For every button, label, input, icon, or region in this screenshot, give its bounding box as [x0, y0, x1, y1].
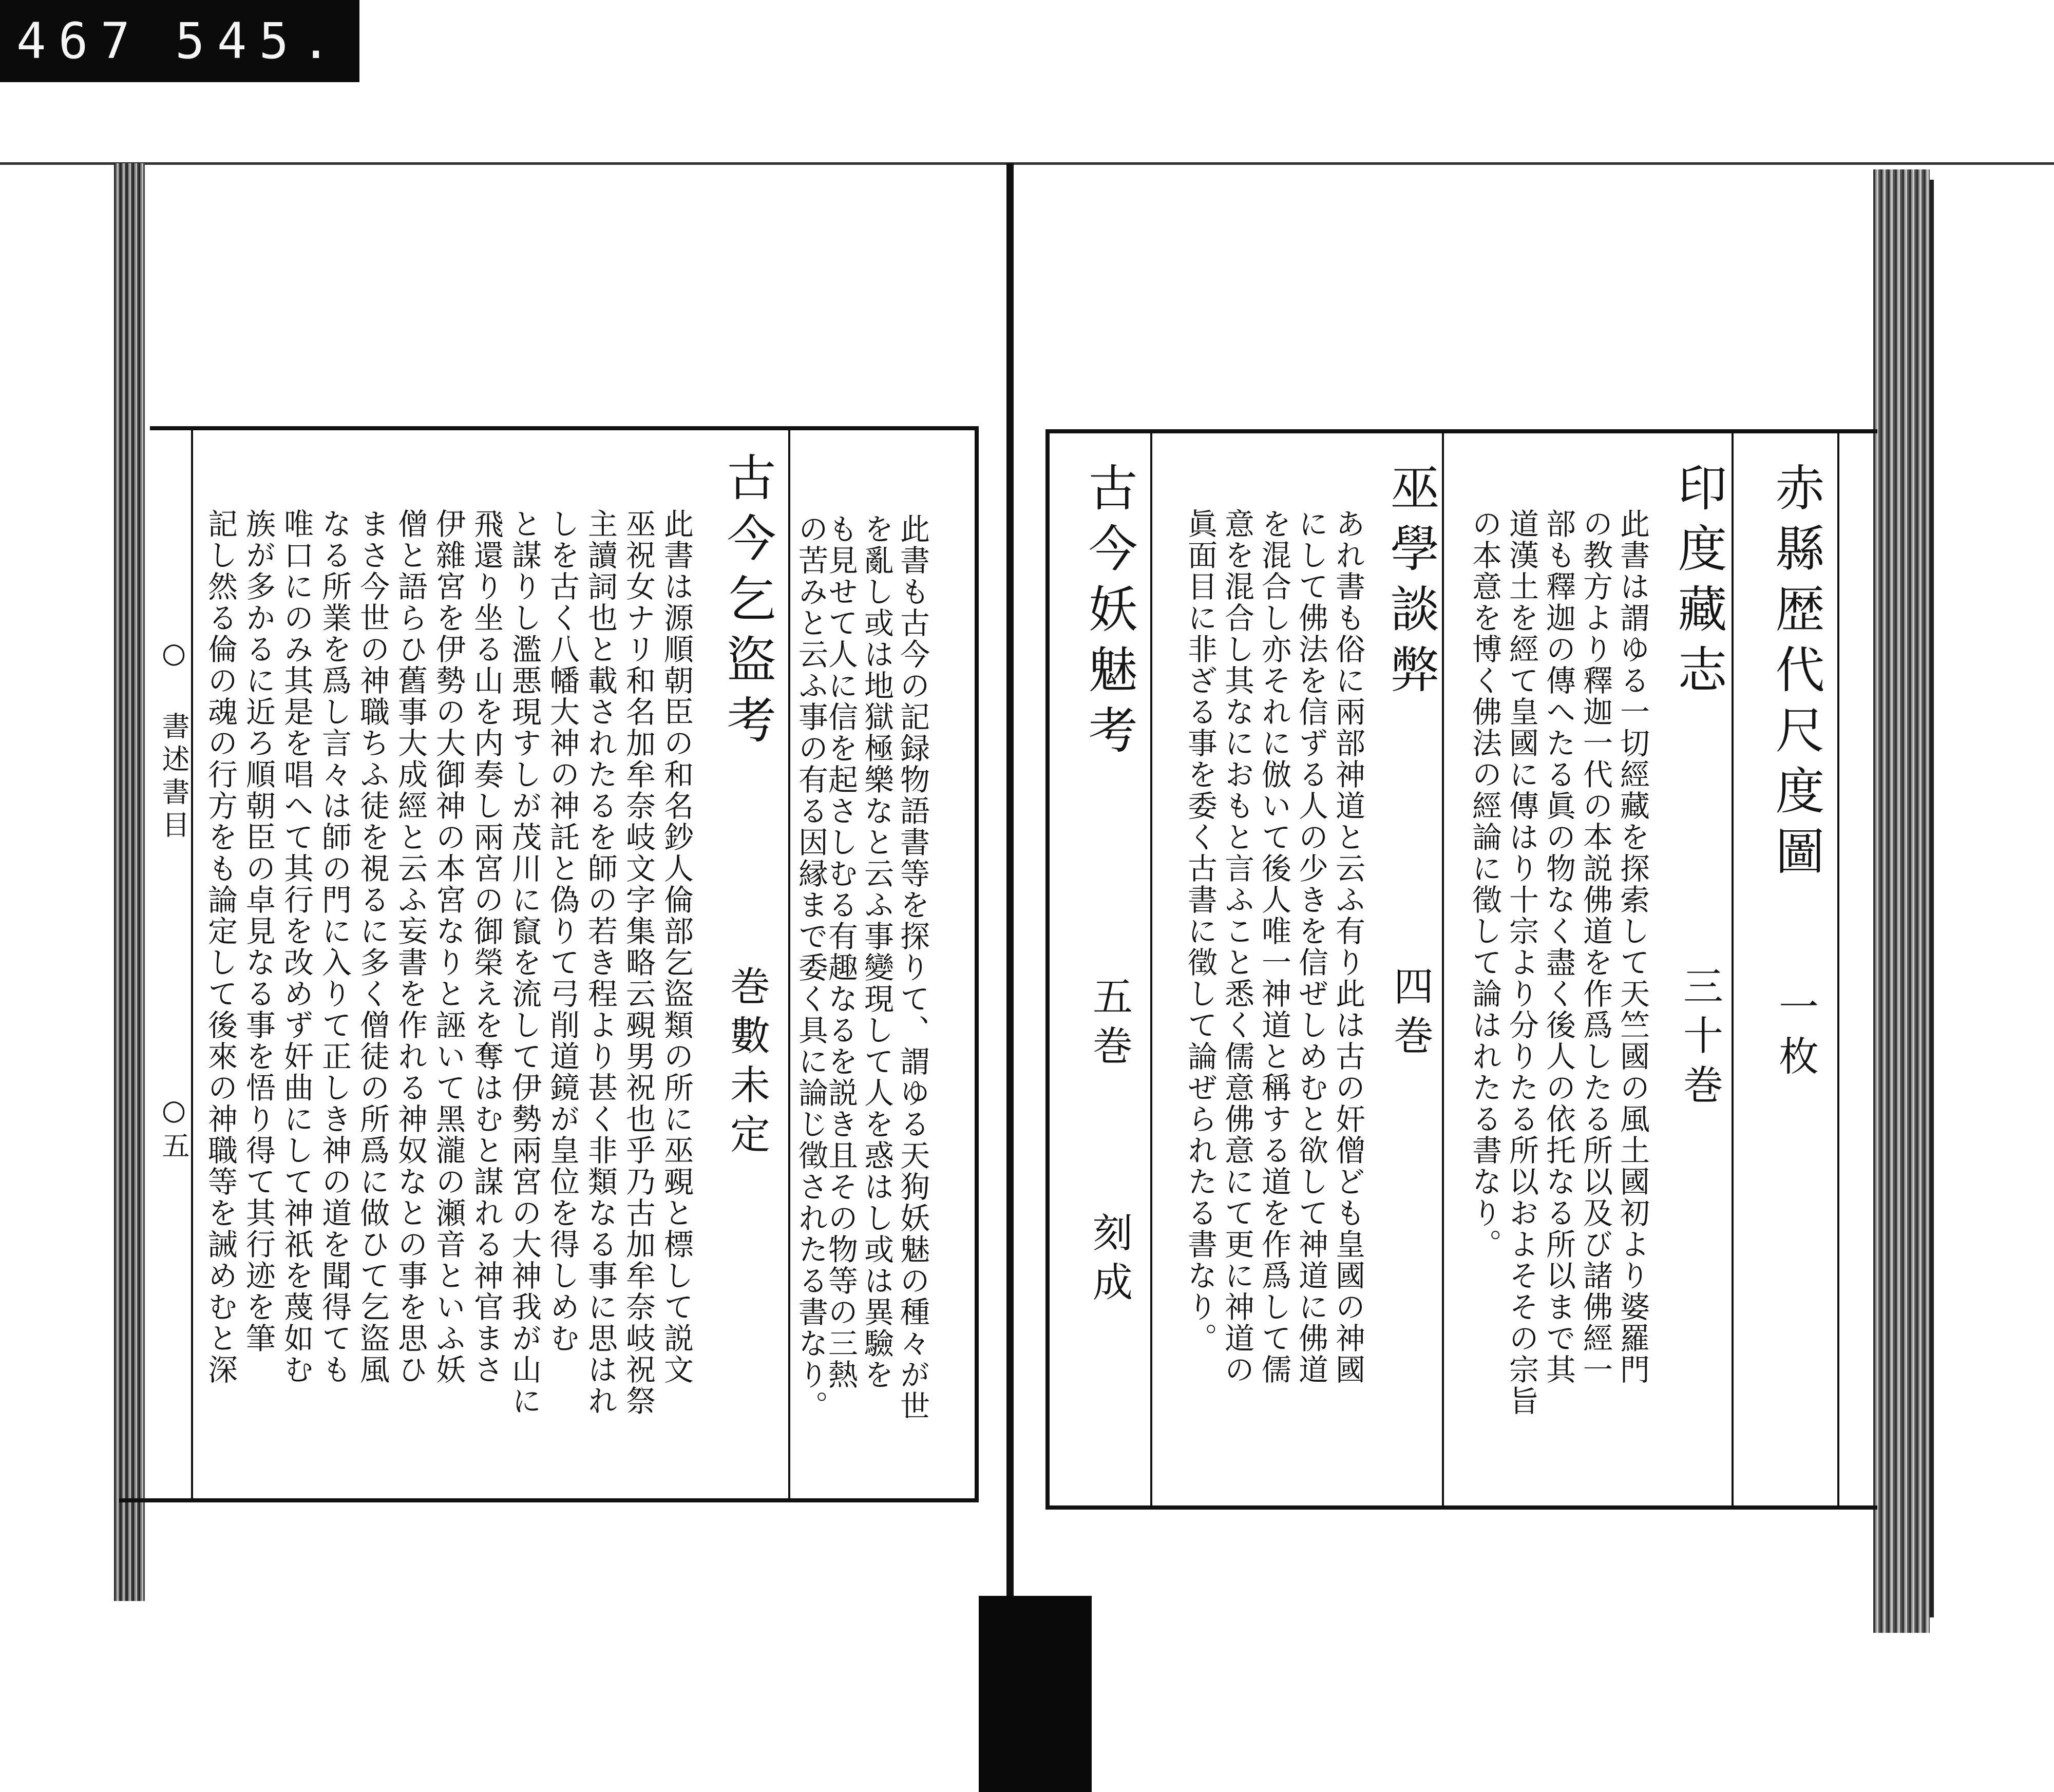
- text-line: 道漢土を經て皇國に傳はり十宗より分りたる所以およそその宗旨: [1504, 508, 1539, 1417]
- center-binding-line: [1006, 163, 1014, 1601]
- entry-volume: 三十巻: [1677, 965, 1723, 1113]
- entry-volume: 五巻: [1086, 976, 1132, 1074]
- text-line: の苦みと云ふ事の有る因縁まで委く具に論じ徵されたる書なり。: [793, 513, 828, 1422]
- right-column-divider-1: [1150, 433, 1152, 1505]
- text-line: 記し然る倫の魂の行方をも論定して後來の神職等を誡めむと深: [203, 508, 238, 1385]
- text-line: を亂し或は地獄極樂なと云ふ事變現して人を惑はし或は異驗を: [859, 513, 894, 1390]
- right-shadow-edge: [1930, 180, 1934, 1617]
- text-line: にして佛法を信ずる人の少きを信ぜしめむと欲して神道に佛道: [1294, 508, 1328, 1385]
- text-line: の本意を博く佛法の經論に徵して論はれたる書なり。: [1467, 508, 1502, 1260]
- left-page-marker: ○ 書述書目: [158, 637, 190, 843]
- left-frame-top: [150, 426, 979, 430]
- text-line: 族が多かるに近ろ順朝臣の卓見なる事を悟り得て其行迹を筆: [241, 508, 276, 1354]
- text-line: を混合し亦それに倣いて後人唯一神道と稱する道を作爲して儒: [1257, 508, 1291, 1385]
- top-scan-edge: [0, 162, 2054, 165]
- right-column-divider-4: [1837, 433, 1839, 1505]
- entry-title: 赤縣歴代尺度圖: [1767, 462, 1825, 886]
- text-line: 眞面目に非ざる事を委く古書に徵して論ぜられたる書なり。: [1183, 508, 1218, 1354]
- text-line: 巫祝女ナリ和名加牟奈岐文字集略云覡男祝也乎乃古加牟奈岐祝祭: [621, 508, 656, 1417]
- text-line: 此書も古今の記録物語書等を探りて、謂ゆる天狗妖魅の種々が世: [895, 513, 930, 1422]
- text-line: しを古く八幡大神の神託と偽りて弓削道鏡が皇位を得しめむ: [545, 508, 580, 1354]
- text-line: も見せて人に信を起さしむる有趣なるを説き且その物等の三熱: [823, 513, 858, 1390]
- right-page-edge: [1873, 169, 1930, 1633]
- text-line: 伊雜宮を伊勢の大御神の本宮なりと誣いて黑瀧の瀬音といふ妖: [431, 508, 466, 1385]
- left-frame-right: [975, 426, 979, 1502]
- right-frame-left: [1045, 429, 1050, 1510]
- left-page-number: ○五: [158, 1094, 190, 1164]
- entry-note: 刻成: [1086, 1212, 1132, 1310]
- left-frame-bottom: [119, 1498, 979, 1502]
- catalog-number-right: 545.: [175, 12, 344, 70]
- text-line: と謀りし濫悪現すしが茂川に竄を流して伊勢兩宮の大神我が山に: [507, 508, 542, 1417]
- text-line: 部も釋迦の傳へたる眞の物なく盡く後人の依托なる所以まで其: [1541, 508, 1576, 1385]
- text-line: 僧と語らひ舊事大成經と云ふ妄書を作れる神奴なとの事を思ひ: [393, 508, 428, 1385]
- entry-title: 印度藏志: [1670, 462, 1727, 704]
- text-line: 此書は謂ゆる一切經藏を探索して天竺國の風土國初より婆羅門: [1615, 508, 1650, 1385]
- text-line: 此書は源順朝臣の和名鈔人倫部乞盜類の所に巫覡と標して説文: [659, 508, 694, 1385]
- entry-volume: 巻數未定: [724, 965, 770, 1162]
- text-line: 唯口にのみ其是を唱へて其行を改めず奸曲にして神祇を蔑如む: [279, 508, 314, 1385]
- text-line: まさ今世の神職ちふ徒を視るに多く僧徒の所爲に做ひて乞盜風: [355, 508, 390, 1385]
- catalog-number-left: 467: [16, 12, 143, 70]
- catalog-label: [0, 0, 359, 82]
- text-line: なる所業を爲し言々は師の門に入りて正しき神の道を聞得ても: [317, 508, 352, 1385]
- left-column-divider-1: [191, 430, 193, 1498]
- text-line: 意を混合し其なにおもと言ふこと悉く儒意佛意にて更に神道の: [1220, 508, 1254, 1385]
- entry-title: 巫學談弊: [1382, 462, 1440, 704]
- binding-stub: [979, 1596, 1092, 1792]
- entry-title: 古今乞盜考: [719, 452, 776, 755]
- left-column-divider-2: [788, 430, 790, 1498]
- left-page-edge: [114, 163, 145, 1601]
- entry-volume: 一枚: [1772, 986, 1818, 1084]
- right-frame-top: [1045, 429, 1877, 433]
- entry-title: 古今妖魅考: [1080, 462, 1138, 765]
- text-line: 飛還り坐る山を内奏し兩宮の御榮えを奪はむと謀れる神官まさ: [469, 508, 504, 1385]
- entry-volume: 四巻: [1387, 965, 1433, 1064]
- text-line: の教方より釋迦一代の本説佛道を作爲したる所以及び諸佛經一: [1578, 508, 1613, 1385]
- text-line: 主讀詞也と載されたるを師の若き程より甚く非類なる事に思はれ: [583, 508, 618, 1417]
- right-frame-bottom: [1045, 1505, 1877, 1510]
- text-line: あれ書も俗に兩部神道と云ふ有り此は古の奸僧ども皇國の神國: [1330, 508, 1365, 1385]
